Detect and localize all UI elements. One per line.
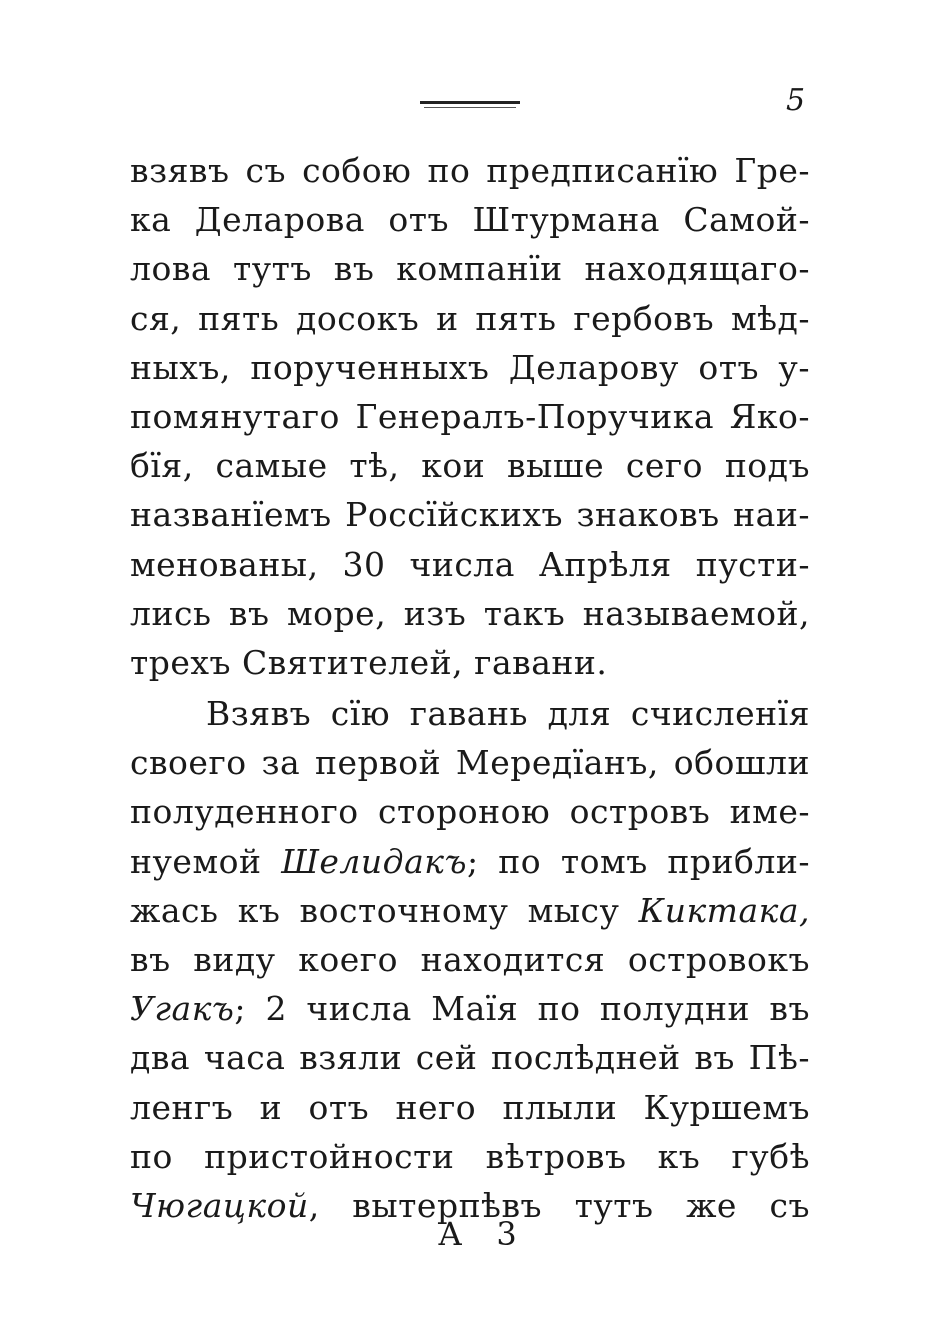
- text-line: ленгъ и отъ него плыли Куршемъ: [130, 1087, 810, 1127]
- text-line: названїемъ Россїйскихъ знаковъ наи-: [130, 495, 810, 535]
- text-line: [130, 984, 810, 1033]
- text-line: два часа взяли сей послѣдней въ Пѣ-: [130, 1038, 810, 1078]
- page-number: 5: [786, 83, 806, 118]
- ornament-bar: [420, 101, 520, 104]
- text-line: взявъ съ собою по предписанїю Гре-: [130, 151, 810, 190]
- text-run: ; 2 числа Маїя по полудни въ: [234, 989, 810, 1029]
- text-line: бїя, самые тѣ, кои выше сего подъ: [130, 446, 810, 486]
- text-line: ныхъ, порученныхъ Деларову отъ у-: [130, 347, 810, 387]
- text-line: полуденного стороною островъ име-: [130, 792, 810, 832]
- ornament-underline: [424, 107, 516, 108]
- place-name-italic: Киктака,: [638, 890, 810, 930]
- text-line: помянутаго Генералъ-Поручика Яко-: [130, 396, 810, 436]
- text-line: [130, 886, 810, 935]
- text-line: Взявъ сїю гавань для счисленїя: [206, 694, 810, 734]
- place-name-italic: Чюгацкой: [130, 1185, 309, 1225]
- text-line: лова тутъ въ компанїи находящаго-: [130, 249, 810, 289]
- place-name-italic: Шелидакъ: [281, 841, 467, 881]
- text-line: своего за первой Мередїанъ, обошли: [130, 743, 810, 783]
- text-line: въ виду коего находится островокъ: [130, 940, 810, 979]
- text-run: , вытерпѣвъ тутъ же съ: [308, 1185, 810, 1225]
- text-run: нуемой: [130, 841, 262, 881]
- printer-signature-mark: А 3: [438, 1215, 529, 1253]
- header-ornament-rule: [420, 98, 520, 110]
- text-line: менованы, 30 числа Апрѣля пусти-: [130, 544, 810, 584]
- text-run: ; по томъ прибли-: [466, 841, 810, 881]
- text-run: жась къ восточному мысу: [130, 890, 620, 930]
- text-line: по пристойности вѣтровъ къ губѣ: [130, 1136, 810, 1176]
- text-line: лись въ море, изъ такъ называемой,: [130, 593, 810, 633]
- paragraph-1: [130, 146, 810, 687]
- text-line: ка Деларова отъ Штурмана Самой-: [130, 200, 810, 240]
- paragraph-2: [130, 689, 810, 1230]
- place-name-italic: Угакъ: [130, 989, 235, 1029]
- text-line: ся, пять досокъ и пять гербовъ мѣд-: [130, 298, 810, 338]
- text-line: [130, 837, 810, 886]
- text-line: трехъ Святителей, гавани.: [130, 642, 608, 682]
- body-text: [130, 146, 810, 1230]
